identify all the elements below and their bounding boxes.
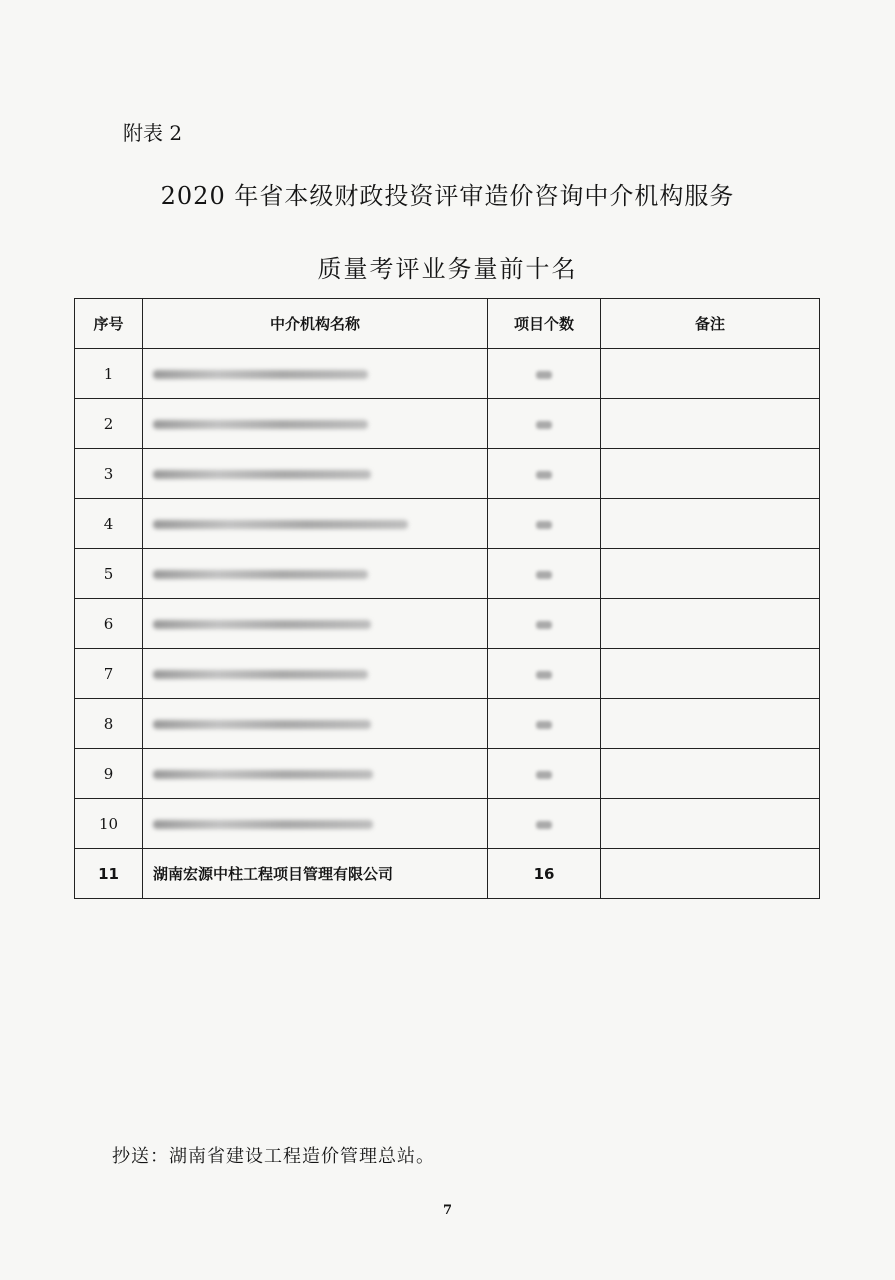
header-count: 项目个数 xyxy=(488,299,601,349)
row-name-redacted xyxy=(143,449,488,499)
row-name-redacted xyxy=(143,349,488,399)
annex-label: 附表 2 xyxy=(123,121,183,145)
row-name-redacted xyxy=(143,549,488,599)
table-row xyxy=(75,799,820,849)
row-name-redacted xyxy=(143,749,488,799)
title-line-2: 质量考评业务量前十名 xyxy=(317,255,578,283)
row-note xyxy=(601,849,820,899)
title-line-1: 2020 年省本级财政投资评审造价咨询中介机构服务 xyxy=(160,182,735,210)
row-note xyxy=(601,449,820,499)
row-note xyxy=(601,749,820,799)
header-note: 备注 xyxy=(601,299,820,349)
row-note xyxy=(601,499,820,549)
table-row xyxy=(75,349,820,399)
row-count-redacted xyxy=(488,649,601,699)
row-note xyxy=(601,649,820,699)
row-count-redacted xyxy=(488,799,601,849)
row-name-redacted xyxy=(143,499,488,549)
table-row xyxy=(75,849,820,899)
row-note xyxy=(601,549,820,599)
row-no: 4 xyxy=(75,499,143,549)
table-row xyxy=(75,549,820,599)
table-row xyxy=(75,399,820,449)
page-number: 7 xyxy=(442,1203,453,1218)
table-header-row xyxy=(75,299,820,349)
row-note xyxy=(601,799,820,849)
row-no: 3 xyxy=(75,449,143,499)
row-name-redacted xyxy=(143,599,488,649)
row-name-redacted xyxy=(143,799,488,849)
row-note xyxy=(601,699,820,749)
cc-line: 抄送：湖南省建设工程造价管理总站。 xyxy=(112,1146,435,1167)
row-no: 11 xyxy=(75,849,143,899)
row-count-redacted xyxy=(488,399,601,449)
row-count: 16 xyxy=(488,849,601,899)
row-note xyxy=(601,399,820,449)
row-no: 2 xyxy=(75,399,143,449)
row-no: 1 xyxy=(75,349,143,399)
header-no: 序号 xyxy=(75,299,143,349)
row-name: 湖南宏源中柱工程项目管理有限公司 xyxy=(143,849,488,899)
row-name-redacted xyxy=(143,399,488,449)
row-count-redacted xyxy=(488,499,601,549)
row-name-redacted xyxy=(143,649,488,699)
row-count-redacted xyxy=(488,749,601,799)
table-row xyxy=(75,699,820,749)
row-count-redacted xyxy=(488,449,601,499)
row-count-redacted xyxy=(488,349,601,399)
row-note xyxy=(601,349,820,399)
header-name: 中介机构名称 xyxy=(143,299,488,349)
row-no: 5 xyxy=(75,549,143,599)
table-row xyxy=(75,449,820,499)
row-name-redacted xyxy=(143,699,488,749)
table-row xyxy=(75,599,820,649)
row-count-redacted xyxy=(488,599,601,649)
row-note xyxy=(601,599,820,649)
row-no: 6 xyxy=(75,599,143,649)
table-row xyxy=(75,649,820,699)
table-row xyxy=(75,499,820,549)
row-no: 7 xyxy=(75,649,143,699)
row-no: 8 xyxy=(75,699,143,749)
row-count-redacted xyxy=(488,549,601,599)
row-no: 9 xyxy=(75,749,143,799)
ranking-table xyxy=(74,298,820,899)
row-count-redacted xyxy=(488,699,601,749)
table-row xyxy=(75,749,820,799)
row-no: 10 xyxy=(75,799,143,849)
